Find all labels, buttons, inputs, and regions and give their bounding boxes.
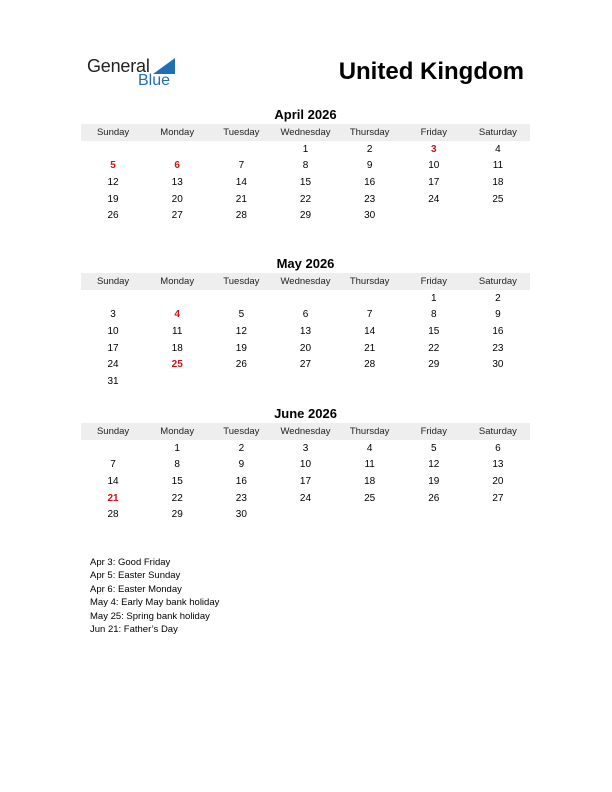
day-cell: 3 bbox=[302, 442, 309, 454]
day-cell: 4 bbox=[495, 143, 501, 155]
day-cell: 29 bbox=[299, 210, 312, 222]
day-cell: 7 bbox=[366, 309, 373, 321]
weekday-label: Sunday bbox=[96, 127, 130, 138]
weekday-label: Sunday bbox=[96, 276, 130, 287]
weekday-label: Friday bbox=[420, 426, 447, 437]
day-cell: 29 bbox=[428, 359, 440, 371]
holiday-note: Apr 3: Good Friday bbox=[90, 557, 171, 568]
day-cell: 6 bbox=[174, 160, 180, 172]
day-cell: 22 bbox=[171, 492, 183, 504]
day-cell: 19 bbox=[428, 475, 440, 487]
weekday-label: Tuesday bbox=[223, 276, 260, 287]
logo-word-blue: Blue bbox=[138, 72, 171, 89]
weekday-label: Sunday bbox=[96, 426, 130, 437]
day-cell: 11 bbox=[492, 160, 504, 172]
week-row bbox=[81, 457, 530, 474]
day-cell: 9 bbox=[366, 160, 373, 172]
day-cell: 24 bbox=[299, 492, 312, 504]
day-cell: 25 bbox=[171, 359, 183, 371]
country-title: United Kingdom bbox=[338, 58, 524, 85]
day-cell: 18 bbox=[171, 342, 183, 354]
day-cell: 27 bbox=[171, 210, 183, 222]
day-cell: 20 bbox=[492, 475, 504, 487]
month-title: June 2026 bbox=[274, 406, 337, 421]
week-row bbox=[81, 207, 530, 224]
weekday-label: Friday bbox=[420, 127, 447, 138]
day-cell: 1 bbox=[430, 292, 437, 304]
day-cell: 20 bbox=[171, 193, 183, 205]
day-cell: 23 bbox=[235, 492, 247, 504]
day-cell: 25 bbox=[492, 193, 504, 205]
day-cell: 6 bbox=[495, 442, 501, 454]
day-cell: 19 bbox=[235, 342, 247, 354]
day-cell: 12 bbox=[235, 325, 247, 337]
day-cell: 17 bbox=[428, 176, 440, 188]
weekday-label: Thursday bbox=[349, 276, 390, 287]
day-cell: 15 bbox=[299, 176, 312, 188]
weekday-label: Tuesday bbox=[223, 426, 260, 437]
day-cell: 16 bbox=[364, 176, 376, 188]
day-cell: 6 bbox=[302, 309, 309, 321]
day-cell: 30 bbox=[235, 509, 247, 521]
day-cell: 22 bbox=[428, 342, 440, 354]
weekday-label: Monday bbox=[160, 127, 195, 138]
month-calendar bbox=[81, 405, 530, 523]
day-cell: 27 bbox=[492, 492, 504, 504]
weekday-header-row bbox=[81, 273, 530, 290]
weekday-label: Thursday bbox=[349, 426, 390, 437]
weekday-label: Wednesday bbox=[280, 276, 331, 287]
week-row bbox=[81, 473, 530, 490]
day-cell: 13 bbox=[299, 325, 312, 337]
week-row bbox=[81, 174, 530, 191]
week-row bbox=[81, 506, 530, 523]
weekday-label: Monday bbox=[160, 426, 195, 437]
day-cell: 24 bbox=[107, 359, 119, 371]
day-cell: 30 bbox=[364, 210, 376, 222]
weekday-label: Saturday bbox=[478, 426, 517, 437]
day-cell: 19 bbox=[107, 193, 119, 205]
day-cell: 10 bbox=[107, 325, 119, 337]
week-row bbox=[81, 356, 530, 373]
weekday-label: Tuesday bbox=[223, 127, 260, 138]
holiday-note: May 25: Spring bank holiday bbox=[90, 610, 210, 622]
weekday-label: Friday bbox=[420, 276, 447, 287]
day-cell: 10 bbox=[299, 459, 312, 471]
weekday-label: Monday bbox=[160, 276, 195, 287]
week-row bbox=[81, 290, 530, 307]
day-cell: 18 bbox=[364, 475, 376, 487]
week-row bbox=[81, 323, 530, 340]
day-cell: 11 bbox=[172, 325, 183, 337]
day-cell: 15 bbox=[428, 325, 440, 337]
day-cell: 7 bbox=[110, 459, 116, 471]
day-cell: 20 bbox=[299, 342, 312, 354]
day-cell: 3 bbox=[110, 309, 116, 321]
day-cell: 31 bbox=[107, 375, 119, 387]
day-cell: 26 bbox=[428, 492, 440, 504]
day-cell: 4 bbox=[174, 309, 180, 321]
day-cell: 2 bbox=[495, 292, 501, 304]
holiday-note: Apr 6: Easter Monday bbox=[90, 583, 182, 595]
day-cell: 18 bbox=[492, 176, 504, 188]
day-cell: 5 bbox=[110, 160, 116, 172]
day-cell: 9 bbox=[238, 459, 245, 471]
day-cell: 12 bbox=[107, 176, 119, 188]
week-row bbox=[81, 307, 530, 324]
day-cell: 16 bbox=[235, 475, 247, 487]
holiday-note: Apr 5: Easter Sunday bbox=[90, 570, 181, 582]
day-cell: 14 bbox=[235, 176, 247, 188]
holiday-notes bbox=[90, 556, 219, 636]
day-cell: 21 bbox=[235, 193, 247, 205]
week-row bbox=[81, 141, 530, 158]
day-cell: 28 bbox=[107, 509, 119, 521]
day-cell: 13 bbox=[492, 459, 504, 471]
weekday-label: Wednesday bbox=[280, 127, 331, 138]
week-row bbox=[81, 340, 530, 357]
day-cell: 25 bbox=[364, 492, 376, 504]
day-cell: 8 bbox=[430, 309, 437, 321]
day-cell: 21 bbox=[364, 342, 376, 354]
holiday-note: Jun 21: Father’s Day bbox=[90, 624, 178, 636]
weekday-header-row bbox=[81, 124, 530, 141]
day-cell: 22 bbox=[299, 193, 312, 205]
day-cell: 17 bbox=[107, 342, 119, 354]
day-cell: 7 bbox=[238, 160, 245, 172]
day-cell: 26 bbox=[107, 210, 119, 222]
week-row bbox=[81, 440, 530, 457]
day-cell: 5 bbox=[238, 309, 245, 321]
day-cell: 17 bbox=[299, 475, 312, 487]
day-cell: 26 bbox=[235, 359, 247, 371]
week-row bbox=[81, 490, 530, 507]
month-title: May 2026 bbox=[276, 256, 335, 271]
day-cell: 29 bbox=[171, 509, 183, 521]
weekday-label: Thursday bbox=[349, 127, 390, 138]
weekday-label: Saturday bbox=[478, 276, 517, 287]
day-cell: 9 bbox=[495, 309, 501, 321]
day-cell: 14 bbox=[107, 475, 119, 487]
month-calendar bbox=[81, 106, 530, 224]
day-cell: 4 bbox=[366, 442, 373, 454]
day-cell: 8 bbox=[174, 459, 180, 471]
day-cell: 15 bbox=[171, 475, 183, 487]
weekday-label: Wednesday bbox=[280, 426, 331, 437]
weekday-label: Saturday bbox=[478, 127, 517, 138]
day-cell: 14 bbox=[364, 325, 376, 337]
holiday-note: May 4: Early May bank holiday bbox=[90, 597, 220, 609]
generalblue-logo bbox=[87, 56, 187, 92]
month-calendar bbox=[81, 255, 530, 390]
day-cell: 12 bbox=[428, 459, 440, 471]
weekday-header-row bbox=[81, 423, 530, 440]
day-cell: 5 bbox=[430, 442, 437, 454]
day-cell: 28 bbox=[235, 210, 247, 222]
day-cell: 2 bbox=[366, 143, 373, 155]
week-row bbox=[81, 191, 530, 208]
day-cell: 21 bbox=[107, 492, 119, 504]
day-cell: 1 bbox=[302, 143, 309, 155]
day-cell: 1 bbox=[174, 442, 180, 454]
day-cell: 2 bbox=[238, 442, 245, 454]
day-cell: 30 bbox=[492, 359, 504, 371]
day-cell: 27 bbox=[299, 359, 312, 371]
day-cell: 13 bbox=[171, 176, 183, 188]
day-cell: 28 bbox=[364, 359, 376, 371]
day-cell: 11 bbox=[364, 459, 375, 471]
day-cell: 8 bbox=[302, 160, 309, 172]
month-title: April 2026 bbox=[274, 107, 337, 122]
week-row bbox=[81, 158, 530, 175]
day-cell: 24 bbox=[428, 193, 440, 205]
day-cell: 3 bbox=[430, 143, 437, 155]
day-cell: 10 bbox=[428, 160, 440, 172]
logo-word-general: General bbox=[87, 56, 150, 76]
day-cell: 23 bbox=[364, 193, 376, 205]
day-cell: 16 bbox=[492, 325, 504, 337]
week-row bbox=[81, 373, 530, 390]
day-cell: 23 bbox=[492, 342, 504, 354]
